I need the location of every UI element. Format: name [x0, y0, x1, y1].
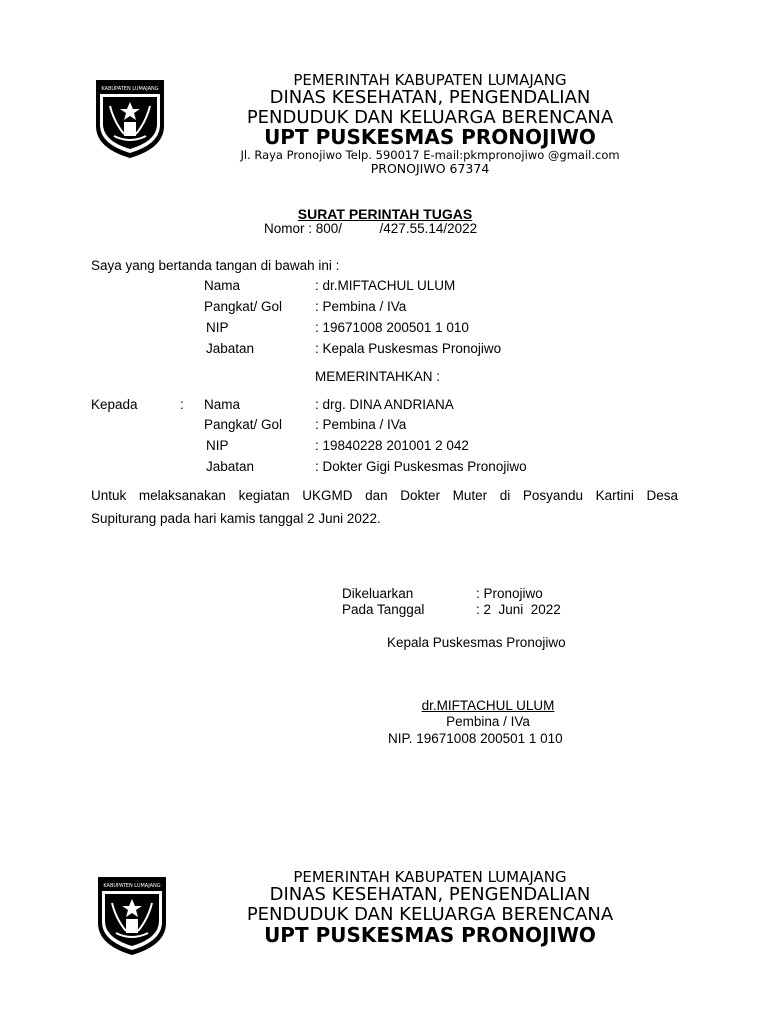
kop2-line-3: PENDUDUK DAN KELUARGA BERENCANA [246, 904, 614, 925]
letter-title: SURAT PERINTAH TUGAS [297, 206, 473, 222]
lumajang-emblem-logo-2 [96, 875, 168, 957]
kop-line-1: PEMERINTAH KABUPATEN LUMAJANG [293, 71, 567, 89]
issuer-nip-label: NIP [206, 320, 229, 335]
issuer-jabatan-value: : Kepala Puskesmas Pronojiwo [315, 341, 502, 356]
kepada-colon: : [180, 397, 184, 412]
recipient-nama-value: : drg. DINA ANDRIANA [315, 397, 454, 412]
logo-text-2: KABUPATEN LUMAJANG [103, 883, 161, 889]
recipient-jabatan-label: Jabatan [206, 459, 255, 474]
kop-address: Jl. Raya Pronojiwo Telp. 590017 E-mail:pkmpronojiwo @gmail.com [240, 148, 620, 162]
sign-name: dr.MIFTACHUL ULUM [421, 698, 555, 713]
purpose-line-2: Supiturang pada hari kamis tanggal 2 Juni 2022. [91, 511, 381, 526]
sign-rank: Pembina / IVa [446, 714, 530, 729]
recipient-nip-label: NIP [206, 438, 229, 453]
logo-text: KABUPATEN LUMAJANG [101, 86, 159, 92]
kop-line-3: PENDUDUK DAN KELUARGA BERENCANA [246, 107, 614, 128]
recipient-pangkat-label: Pangkat/ Gol [204, 417, 283, 432]
sign-title: Kepala Puskesmas Pronojiwo [387, 635, 566, 650]
recipient-jabatan-value: : Dokter Gigi Puskesmas Pronojiwo [315, 459, 527, 474]
issuer-nama-value: : dr.MIFTACHUL ULUM [315, 278, 456, 293]
kop-city: PRONOJIWO 67374 [370, 161, 490, 176]
date-value: : 2 Juni 2022 [476, 602, 561, 617]
purpose-line-1: Untuk melaksanakan kegiatan UKGMD dan Dokter Muter di Posyandu Kartini Desa [91, 488, 678, 503]
recipient-nip-value: : 19840228 201001 2 042 [315, 438, 469, 453]
kop2-line-4: UPT PUSKESMAS PRONOJIWO [264, 923, 596, 947]
letter-intro: Saya yang bertanda tangan di bawah ini : [91, 258, 340, 273]
issued-value: : Pronojiwo [476, 586, 543, 601]
date-label: Pada Tanggal [342, 602, 425, 617]
issuer-nip-value: : 19671008 200501 1 010 [315, 320, 469, 335]
kop-line-4: UPT PUSKESMAS PRONOJIWO [264, 125, 596, 149]
issuer-jabatan-label: Jabatan [206, 341, 255, 356]
issuer-pangkat-value: : Pembina / IVa [315, 299, 407, 314]
letter-number: Nomor : 800/ /427.55.14/2022 [264, 221, 478, 236]
kepada-label: Kepada [91, 397, 138, 412]
kop2-line-1: PEMERINTAH KABUPATEN LUMAJANG [293, 868, 567, 886]
order-heading: MEMERINTAHKAN : [315, 369, 441, 384]
lumajang-emblem-logo [94, 78, 166, 160]
issuer-pangkat-label: Pangkat/ Gol [204, 299, 283, 314]
kop2-line-2: DINAS KESEHATAN, PENGENDALIAN [269, 884, 591, 905]
recipient-pangkat-value: : Pembina / IVa [315, 417, 407, 432]
issuer-nama-label: Nama [204, 278, 241, 293]
sign-nip: NIP. 19671008 200501 1 010 [388, 731, 563, 746]
issued-label: Dikeluarkan [342, 586, 414, 601]
kop-line-2: DINAS KESEHATAN, PENGENDALIAN [269, 87, 591, 108]
recipient-nama-label: Nama [204, 397, 241, 412]
